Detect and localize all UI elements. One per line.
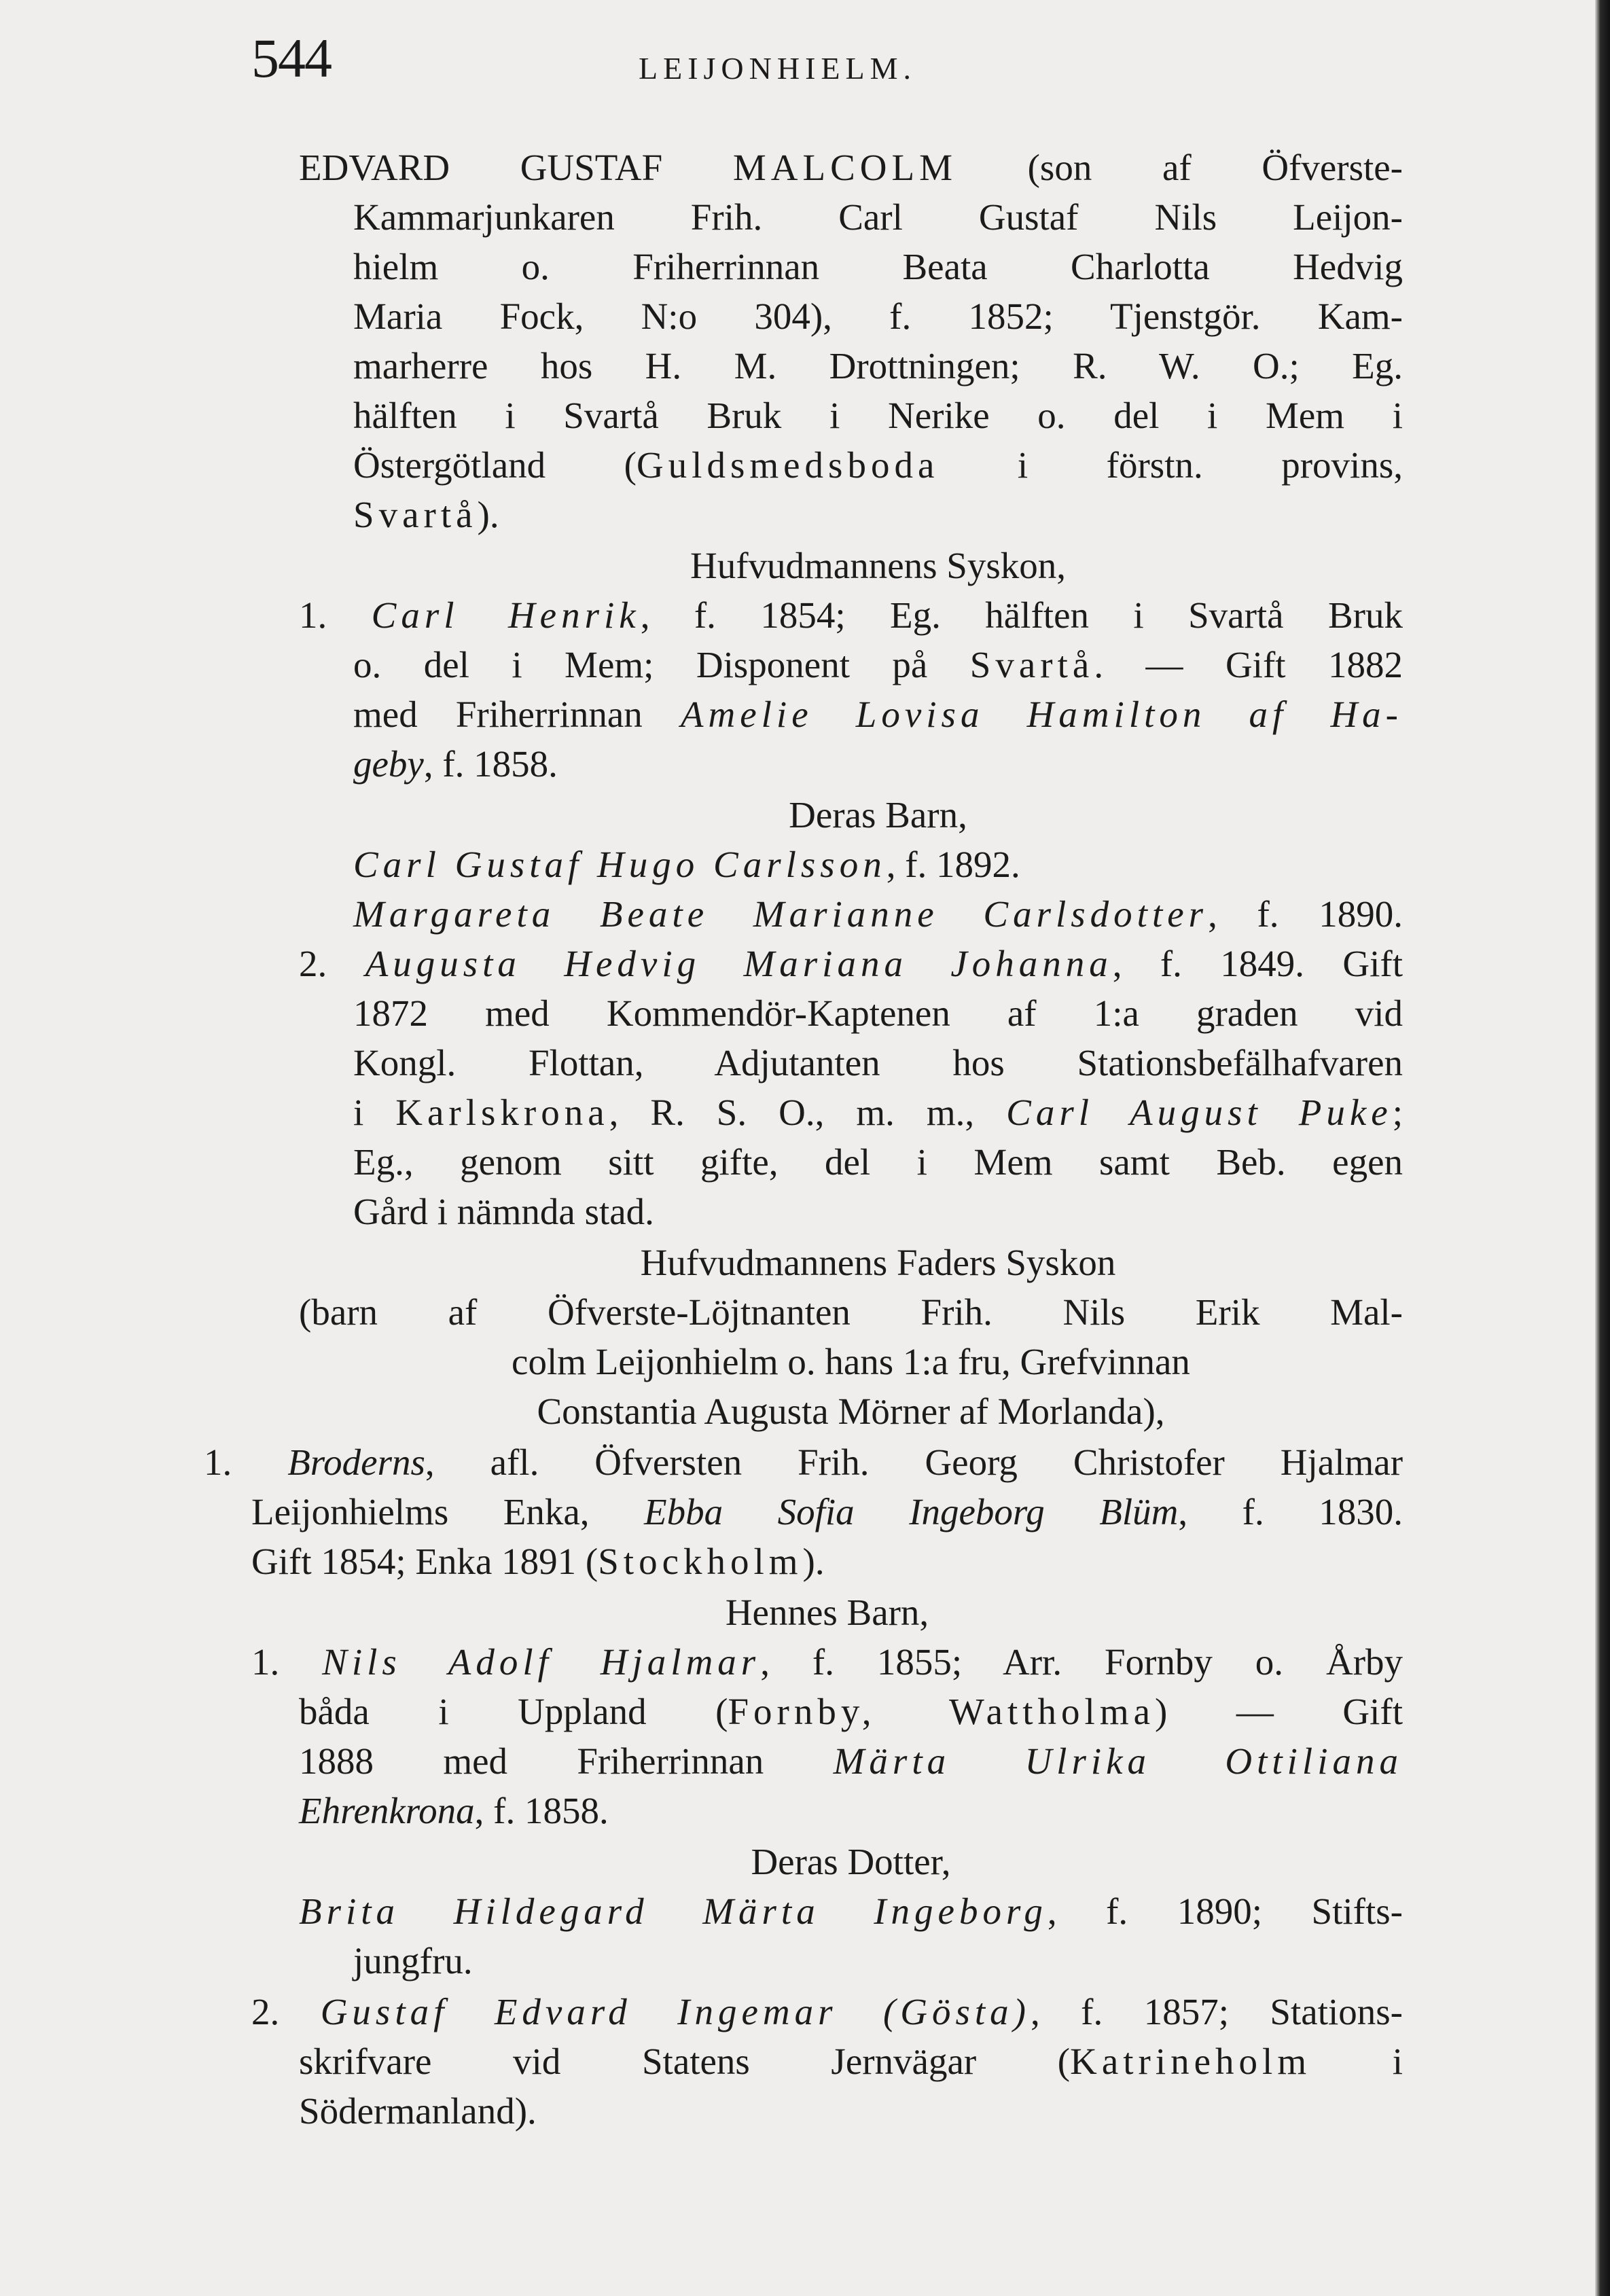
text-line: 1. Broderns, afl. Öfversten Frih. Georg Christofer Hjalmar bbox=[204, 1441, 1403, 1483]
text-line: med Friherrinnan Amelie Lovisa Hamilton af Ha- bbox=[353, 694, 1403, 735]
section-heading: Hufvudmannens Faders Syskon bbox=[640, 1242, 1116, 1283]
text-line: hielm o. Friherrinnan Beata Charlotta Hedvig bbox=[353, 246, 1403, 287]
text-line: Maria Fock, N:o 304), f. 1852; Tjenstgör. Kam- bbox=[353, 295, 1403, 337]
text-line: Brita Hildegard Märta Ingeborg, f. 1890; Stifts- bbox=[299, 1890, 1403, 1932]
section-heading: Hufvudmannens Syskon, bbox=[690, 545, 1067, 586]
text-line: 2. Gustaf Edvard Ingemar (Gösta), f. 1857; Stations- bbox=[251, 1991, 1403, 2032]
text-line: Östergötland (Guldsmedsboda i förstn. provins, bbox=[353, 444, 1403, 486]
text-line: 2. Augusta Hedvig Mariana Johanna, f. 1849. Gift bbox=[299, 943, 1403, 984]
running-title: LEIJONHIELM. bbox=[639, 51, 916, 86]
text-line: 1. Nils Adolf Hjalmar, f. 1855; Arr. Fornby o. Årby bbox=[251, 1641, 1403, 1683]
text-line: (barn af Öfverste-Löjtnanten Frih. Nils Erik Mal- bbox=[299, 1291, 1403, 1333]
text-line: 1872 med Kommendör-Kaptenen af 1:a graden vid bbox=[353, 992, 1403, 1034]
text-line: 1888 med Friherrinnan Märta Ulrika Ottiliana bbox=[299, 1740, 1403, 1782]
text-line: hälften i Svartå Bruk i Nerike o. del i Mem i bbox=[353, 395, 1403, 436]
text-line: Södermanland). bbox=[299, 2090, 537, 2132]
text-line: EDVARD GUSTAF MALCOLM (son af Öfverste- bbox=[299, 147, 1403, 188]
page-edge-shadow bbox=[1595, 0, 1610, 2296]
text-line: jungfru. bbox=[353, 1940, 473, 1981]
section-heading: Deras Barn, bbox=[789, 794, 967, 836]
text-line: Kammarjunkaren Frih. Carl Gustaf Nils Leijon- bbox=[353, 196, 1403, 238]
text-line: geby, f. 1858. bbox=[353, 743, 558, 785]
text-line: Gård i nämnda stad. bbox=[353, 1191, 654, 1232]
text-line: 1. Carl Henrik, f. 1854; Eg. hälften i Svartå Bruk bbox=[299, 594, 1403, 636]
text-line: båda i Uppland (Fornby, Wattholma) — Gift bbox=[299, 1691, 1403, 1732]
text-line: Ehrenkrona, f. 1858. bbox=[299, 1790, 609, 1831]
text-line: colm Leijonhielm o. hans 1:a fru, Grefvinnan bbox=[512, 1341, 1190, 1382]
text-line: Carl Gustaf Hugo Carlsson, f. 1892. bbox=[353, 844, 1020, 885]
text-line: Eg., genom sitt gifte, del i Mem samt Beb. egen bbox=[353, 1141, 1403, 1183]
section-heading: Deras Dotter, bbox=[751, 1841, 951, 1882]
text-line: Leijonhielms Enka, Ebba Sofia Ingeborg Blüm, f. 1830. bbox=[251, 1491, 1403, 1532]
section-heading: Hennes Barn, bbox=[725, 1592, 929, 1633]
text-line: i Karlskrona, R. S. O., m. m., Carl August Puke; bbox=[353, 1092, 1403, 1133]
text-line: Gift 1854; Enka 1891 (Stockholm). bbox=[251, 1541, 825, 1582]
text-line: Margareta Beate Marianne Carlsdotter, f. 1890. bbox=[353, 893, 1403, 935]
text-line: Kongl. Flottan, Adjutanten hos Stationsbefälhafvaren bbox=[353, 1042, 1403, 1083]
text-line: marherre hos H. M. Drottningen; R. W. O.; Eg. bbox=[353, 345, 1403, 387]
text-line: skrifvare vid Statens Jernvägar (Katrineholm i bbox=[299, 2041, 1403, 2082]
text-line: o. del i Mem; Disponent på Svartå. — Gift 1882 bbox=[353, 644, 1403, 685]
text-line: Constantia Augusta Mörner af Morlanda), bbox=[537, 1391, 1165, 1432]
page-number: 544 bbox=[251, 27, 331, 89]
text-line: Svartå). bbox=[353, 494, 499, 535]
